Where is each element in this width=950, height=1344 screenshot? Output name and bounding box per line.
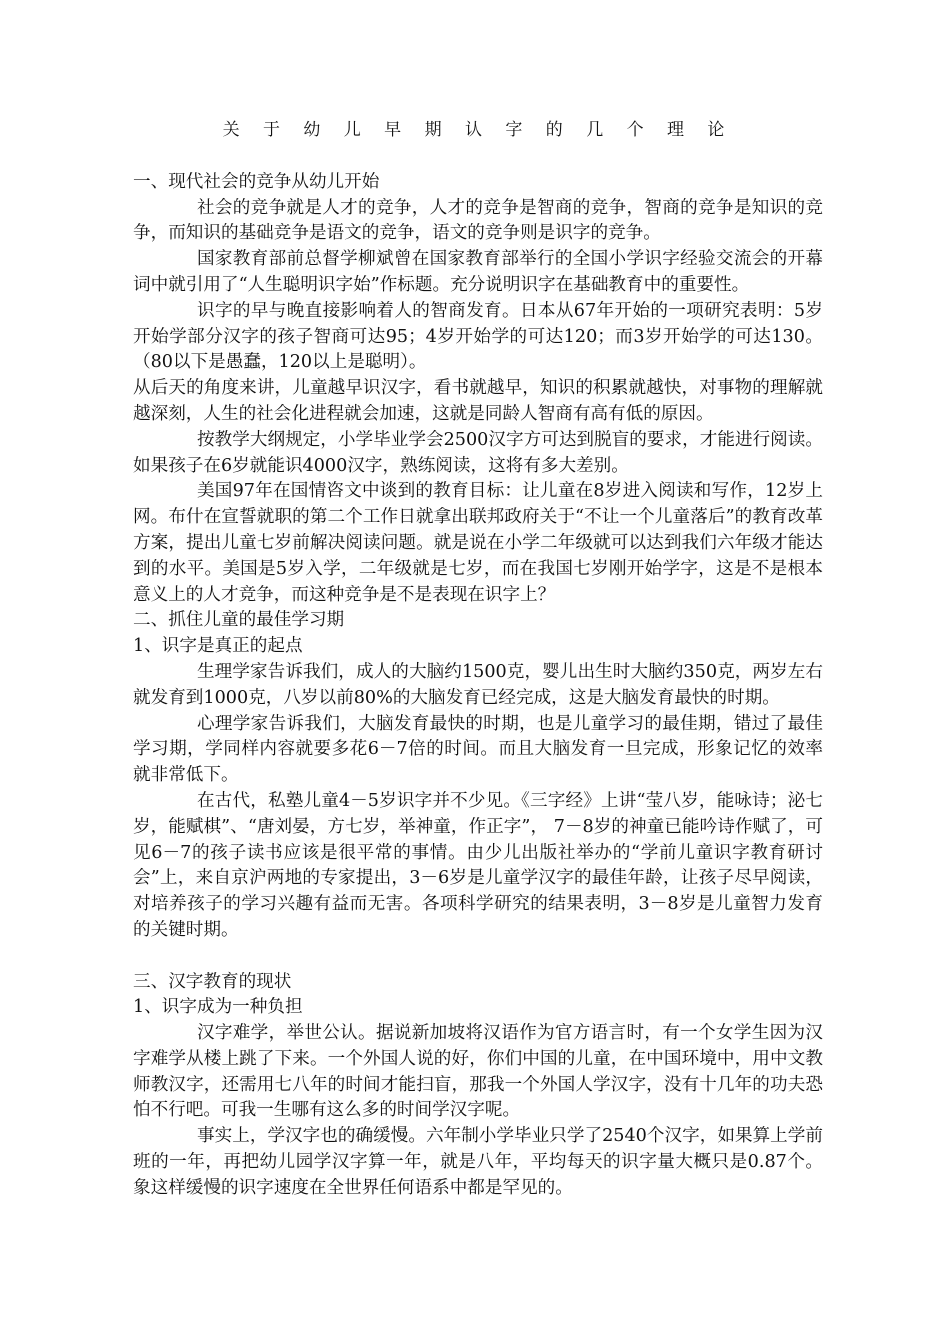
section-heading-1: 一、现代社会的竞争从幼儿开始 <box>133 171 380 192</box>
paragraph: 心理学家告诉我们，大脑发育最快的时期，也是儿童学习的最佳期，错过了最佳学习期，学同样内容就要多花6－7倍的时间。而且大脑发育一旦完成，形象记忆的效率就非常低下。 <box>133 713 823 786</box>
paragraph: 识字的早与晚直接影响着人的智商发育。日本从67年开始的一项研究表明：5岁开始学部分汉字的孩子智商可达95；4岁开始学的可达120；而3岁开始学的可达130。（80以下是愚蠢，120以上是聪明）。 <box>133 300 823 373</box>
paragraph: 事实上，学汉字也的确缓慢。六年制小学毕业只学了2540个汉字，如果算上学前班的一年，再把幼儿园学汉字算一年，就是八年，平均每天的识字量大概只是0.87个。象这样缓慢的识字速度在全世界任何语系中都是罕见的。 <box>133 1126 823 1198</box>
section-heading-3: 三、汉字教育的现状 <box>133 971 292 992</box>
paragraph: 生理学家告诉我们，成人的大脑约1500克，婴儿出生时大脑约350克，两岁左右就发育到1000克，八岁以前80%的大脑发育已经完成，这是大脑发育最快的时期。 <box>133 661 823 708</box>
subsection-heading: 1、识字成为一种负担 <box>133 997 303 1018</box>
subsection-heading: 1、识字是真正的起点 <box>133 636 303 657</box>
document-page <box>133 118 823 1202</box>
paragraph: 社会的竞争就是人才的竞争，人才的竞争是智商的竞争，智商的竞争是知识的竞争，而知识的基础竞争是语文的竞争，语文的竞争则是识字的竞争。 <box>133 197 823 244</box>
paragraph: 从后天的角度来讲，儿童越早识汉字，看书就越早，知识的积累就越快，对事物的理解就越深刻，人生的社会化进程就会加速，这就是同龄人智商有高有低的原因。 <box>133 378 823 424</box>
paragraph: 国家教育部前总督学柳斌曾在国家教育部举行的全国小学识字经验交流会的开幕词中就引用了“人生聪明识字始”作标题。充分说明识字在基础教育中的重要性。 <box>133 249 823 295</box>
paragraph: 在古代，私塾儿童4－5岁识字并不少见。《三字经》上讲“莹八岁，能咏诗；泌七岁，能赋棋”、“唐刘晏，方七岁，举神童，作正字”， 7－8岁的神童已能吟诗作赋了，可见6－7的孩子读书应该是很平常的事情。由少儿出版社举办的“学前儿童识字教育研讨会”上，来自京沪两地的专家提出，3－6岁是儿童学汉字的最佳年龄，让孩子尽早阅读，对培养孩子的学习兴趣有益而无害。各项科学研究的结果表明，3－8岁是儿童智力发育的关键时期。 <box>133 790 823 940</box>
document-title: 关 于 幼 儿 早 期 认 字 的 几 个 理 论 <box>222 120 734 140</box>
paragraph: 汉字难学，举世公认。据说新加坡将汉语作为官方语言时，有一个女学生因为汉字难学从楼上跳了下来。一个外国人说的好，你们中国的儿童，在中国环境中，用中文教师教汉字，还需用七八年的时间才能扫盲，那我一个外国人学汉字，没有十几年的功夫恐怕不行吧。可我一生哪有这么多的时间学汉字呢。 <box>133 1023 823 1121</box>
paragraph: 按教学大纲规定，小学毕业学会2500汉字方可达到脱盲的要求，才能进行阅读。如果孩子在6岁就能识4000汉字，熟练阅读，这将有多大差别。 <box>133 429 823 476</box>
paragraph: 美国97年在国情咨文中谈到的教育目标：让儿童在8岁进入阅读和写作，12岁上网。布什在宣誓就职的第二个工作日就拿出联邦政府关于“不让一个儿童落后”的教育改革方案，提出儿童七岁前解决阅读问题。就是说在小学二年级就可以达到我们六年级才能达到的水平。美国是5岁入学，二年级就是七岁，而在我国七岁刚开始学字，这是不是根本意义上的人才竞争，而这种竞争是不是表现在识字上？ <box>133 481 823 605</box>
section-heading-2: 二、抓住儿童的最佳学习期 <box>133 610 345 631</box>
